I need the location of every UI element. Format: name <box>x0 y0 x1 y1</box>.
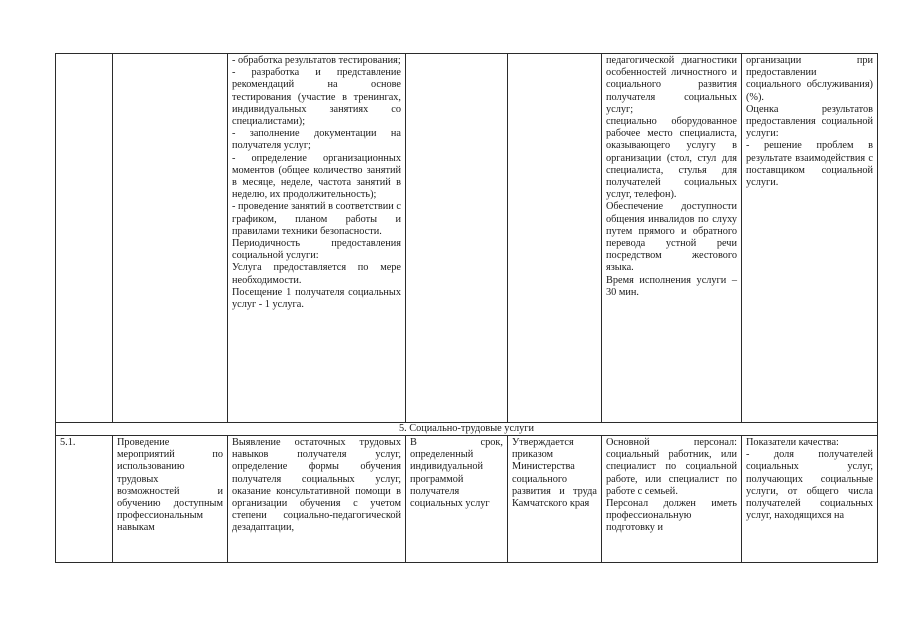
conditions-cell <box>602 436 742 563</box>
service-name-cell <box>113 54 228 423</box>
row-number-cell <box>56 436 113 563</box>
section-title: 5. Социально-трудовые услуги <box>56 423 878 436</box>
quality-indicators-text: организации при предоставлении социального обслуживания) (%). Оценка результатов предоставления социальной услуги: - решение проблем в результате взаимодействия с поставщиком социальной услуги. <box>746 55 873 189</box>
quality-indicators-cell <box>742 436 878 563</box>
service-description-cell <box>228 54 406 423</box>
tariff-cell <box>508 436 602 563</box>
quality-indicators-text: Показатели качества: - доля получателей социальных услуг, получающих социальные услуги, от общего числа получателей социальных услуг, находящихся на <box>746 437 873 522</box>
service-name-cell <box>113 436 228 563</box>
deadline-text: В срок, определенный индивидуальной программой получателя социальных услуг <box>410 437 503 510</box>
deadline-cell <box>406 54 508 423</box>
table-row <box>56 54 878 423</box>
row-number: 5.1. <box>60 437 76 448</box>
service-name: Проведение мероприятий по использованию трудовых возможностей и обучению доступным профессиональным навыкам <box>117 437 223 534</box>
section-header-row <box>56 423 878 436</box>
conditions-cell <box>602 54 742 423</box>
conditions-text: Основной персонал: социальный работник, или специалист по социальной работе, или специалист по работе с семьей. Персонал должен иметь профессиональную подготовку и <box>606 437 737 534</box>
row-number-cell <box>56 54 113 423</box>
deadline-cell <box>406 436 508 563</box>
services-table <box>55 53 878 563</box>
service-description-cell <box>228 436 406 563</box>
service-description-text: Выявление остаточных трудовых навыков получателя услуг, определение формы обучения получателя социальных услуг, оказание консультативной помощи в организации обучения с учетом степени социально-педагогической дезадаптации, <box>232 437 401 534</box>
conditions-text: педагогической диагностики особенностей личностного и социального развития получателя социальных услуг; специально оборудованное рабочее место специалиста, оказывающего услугу в организации (стол, стул для специалиста, стулья для получателей социальных услуг, телефон). Обеспечение доступности общения инвалидов по слуху путем прямого и обратного перевода устной речи посредством жестового языка. Время исполнения услуги – 30 мин. <box>606 55 737 298</box>
tariff-cell <box>508 54 602 423</box>
tariff-text: Утверждается приказом Министерства социального развития и труда Камчатского края <box>512 437 597 510</box>
table-row <box>56 436 878 563</box>
quality-indicators-cell <box>742 54 878 423</box>
service-description-text: - обработка результатов тестирования; - разработка и представление рекомендаций на основе тестирования (участие в тренингах, индивидуальных занятиях со специалистами); - заполнение документации на получателя услуг; - определение организационных моментов (общее количество занятий в месяце, неделе, частота занятий в неделю, их продолжительность); - проведение занятий в соответствии с графиком, планом работы и правилами техники безопасности. Периодичность предоставления социальной услуги: Услуга предоставляется по мере необходимости. Посещение 1 получателя социальных услуг - 1 услуга. <box>232 55 401 311</box>
